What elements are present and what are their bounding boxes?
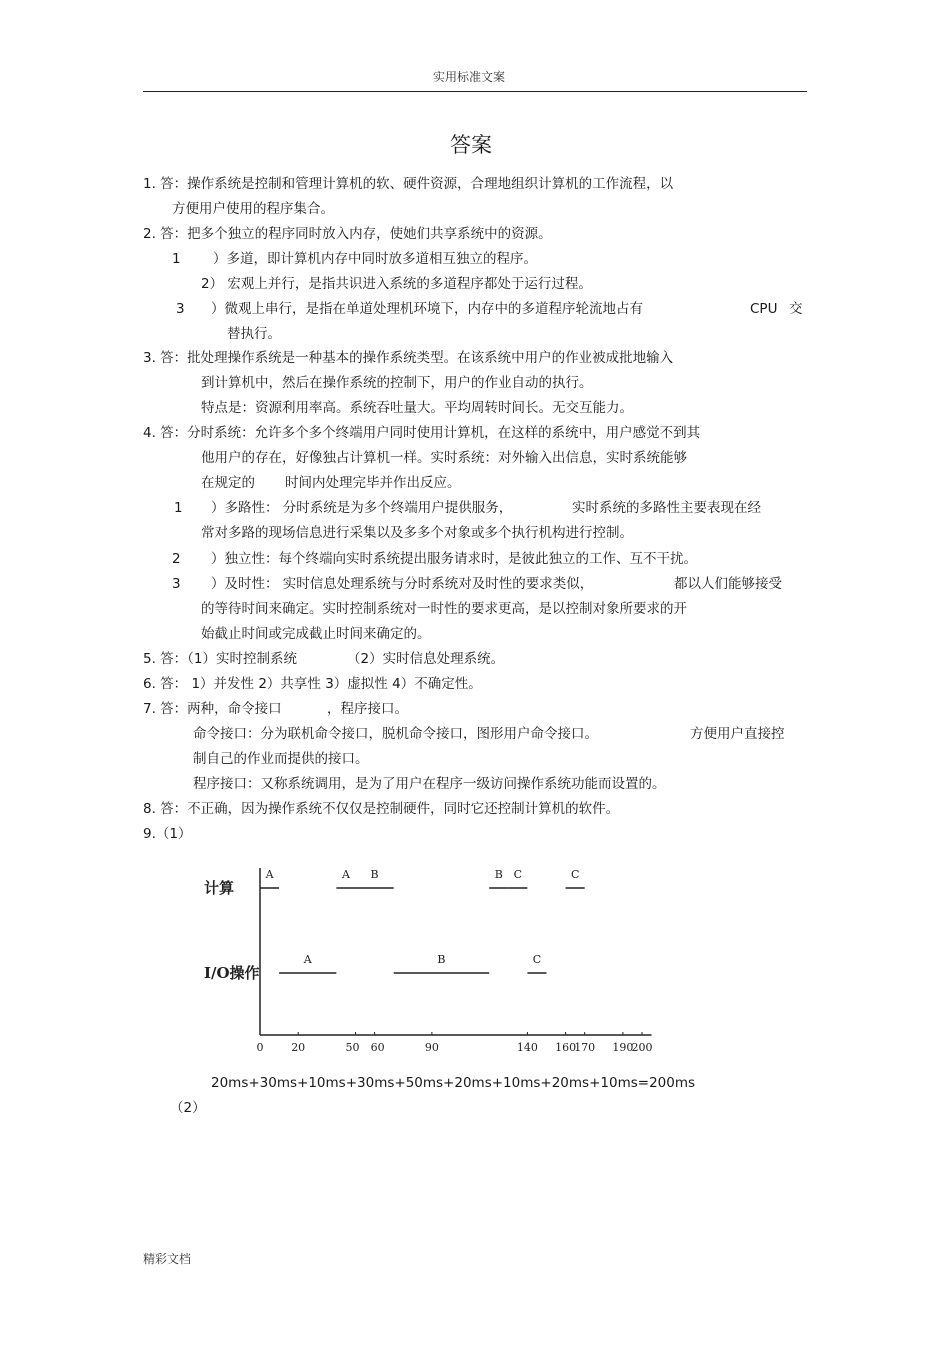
answer-3-line-2: 到计算机中，然后在操作系统的控制下，用户的作业自动的执行。	[201, 375, 593, 391]
answer-4-item-2-num: 2	[172, 551, 181, 567]
answer-4-item-3-cont-1: 的等待时间来确定。实时控制系统对一时性的要求更高，是以控制对象所要求的开	[201, 601, 687, 617]
answer-9-part-1: 9.（1）	[143, 826, 192, 842]
answer-7-cmd-line-1: 命令接口：分为联机命令接口，脱机命令接口，图形用户命令接口。	[193, 726, 598, 742]
x-tick-label: 190	[612, 1041, 634, 1054]
gantt-bar-label: A	[341, 868, 350, 881]
row-label-io: I/O操作	[204, 964, 260, 982]
answer-4-line-2: 他用户的存在，好像独占计算机一样。实时系统：对外输入出信息，实时系统能够	[201, 450, 687, 466]
x-tick-label: 160	[555, 1041, 577, 1054]
answer-4-item-3-text-b: 都以人们能够接受	[674, 576, 782, 592]
row-label-compute: 计算	[204, 879, 235, 897]
answer-3-line-1: 3. 答：批处理操作系统是一种基本的操作系统类型。在该系统中用户的作业被成批地输入	[143, 350, 674, 366]
answer-4-item-1-text: ）多路性： 分时系统是为多个终端用户提供服务，	[211, 500, 513, 516]
page-footer: 精彩文档	[143, 1252, 192, 1266]
gantt-bar-label: B	[437, 953, 446, 966]
answer-2-item-3-text: ）微观上串行，是指在单道处理机环境下，内存中的多道程序轮流地占有	[211, 301, 643, 317]
answer-7-cmd-line-2: 制自己的作业而提供的接口。	[193, 751, 369, 767]
gantt-bar-label: B	[494, 868, 503, 881]
answer-3-line-3: 特点是：资源利用率高。系统吞吐量大。平均周转时间长。无交互能力。	[201, 400, 633, 416]
answer-2-line-1: 2. 答：把多个独立的程序同时放入内存，使她们共享系统中的资源。	[143, 226, 552, 242]
answer-7-prog-line: 程序接口：又称系统调用，是为了用户在程序一级访问操作系统功能而设置的。	[193, 776, 666, 792]
gantt-bar-label: A	[303, 953, 312, 966]
answer-2-item-1-text: ）多道，即计算机内存中同时放多道相互独立的程序。	[213, 251, 537, 267]
answer-4-line-3a: 在规定的	[201, 475, 255, 491]
total-time-formula: 20ms+30ms+10ms+30ms+50ms+20ms+10ms+20ms+10ms=200ms	[211, 1075, 696, 1091]
answer-2-item-1-num: 1	[172, 251, 181, 267]
answer-4-line-1: 4. 答：分时系统：允许多个多个终端用户同时使用计算机，在这样的系统中，用户感觉不到其	[143, 425, 701, 441]
answer-1-line-2: 方便用户使用的程序集合。	[172, 201, 334, 217]
answer-2-item-3-cpu: CPU	[750, 301, 778, 317]
answer-4-item-3-num: 3	[172, 576, 181, 592]
answer-5a: 5. 答：（1）实时控制系统	[143, 651, 298, 667]
x-tick-label: 90	[424, 1041, 439, 1054]
gantt-bar-label: C	[513, 868, 523, 881]
answer-2-item-3-num: 3	[176, 301, 185, 317]
header-rule	[143, 91, 807, 92]
answer-8: 8. 答：不正确，因为操作系统不仅仅是控制硬件，同时它还控制计算机的软件。	[143, 801, 620, 817]
answer-4-item-2-text: ）独立性：每个终端向实时系统提出服务请求时，是彼此独立的工作、互不干扰。	[211, 551, 697, 567]
gantt-bar-label: B	[370, 868, 379, 881]
answer-7a: 7. 答：两种，命令接口	[143, 701, 282, 717]
x-tick-label: 20	[291, 1041, 306, 1054]
x-tick-label: 170	[574, 1041, 596, 1054]
page-header: 实用标准文案	[433, 70, 506, 84]
answer-4-line-3b: 时间内处理完毕并作出反应。	[285, 475, 461, 491]
gantt-bar-label: C	[532, 953, 542, 966]
answer-4-item-1-num: 1	[174, 500, 183, 516]
answer-4-item-3-text: ）及时性： 实时信息处理系统与分时系统对及时性的要求类似，	[211, 576, 594, 592]
x-tick-label: 60	[370, 1041, 385, 1054]
x-tick-label: 0	[256, 1041, 264, 1054]
gantt-chart	[190, 860, 680, 1060]
answer-7b: ，程序接口。	[327, 701, 408, 717]
x-tick-label: 140	[516, 1041, 538, 1054]
gantt-bar-label: A	[265, 868, 274, 881]
answer-1-line-1: 1. 答：操作系统是控制和管理计算机的软、硬件资源，合理地组织计算机的工作流程，以	[143, 176, 674, 192]
answer-2-item-2: 2） 宏观上并行，是指共识进入系统的多道程序都处于运行过程。	[201, 276, 592, 292]
answer-4-item-1-cont: 常对多路的现场信息进行采集以及多多个对象或多个执行机构进行控制。	[201, 525, 633, 541]
page-title: 答案	[450, 133, 492, 157]
answer-5b: （2）实时信息处理系统。	[347, 651, 505, 667]
answer-7-cmd-line-1b: 方便用户直接控	[690, 726, 785, 742]
answer-2-item-3-jiao: 交	[789, 301, 803, 317]
answer-9-part-2: （2）	[170, 1100, 206, 1116]
answer-6: 6. 答： 1）并发性 2）共享性 3）虚拟性 4）不确定性。	[143, 676, 482, 692]
x-tick-label: 200	[631, 1041, 653, 1054]
gantt-bar-label: C	[570, 868, 580, 881]
answer-2-item-3-cont: 替执行。	[227, 326, 281, 342]
answer-4-item-1-text-b: 实时系统的多路性主要表现在经	[572, 500, 761, 516]
answer-4-item-3-cont-2: 始截止时间或完成截止时间来确定的。	[201, 626, 431, 642]
x-tick-label: 50	[345, 1041, 360, 1054]
